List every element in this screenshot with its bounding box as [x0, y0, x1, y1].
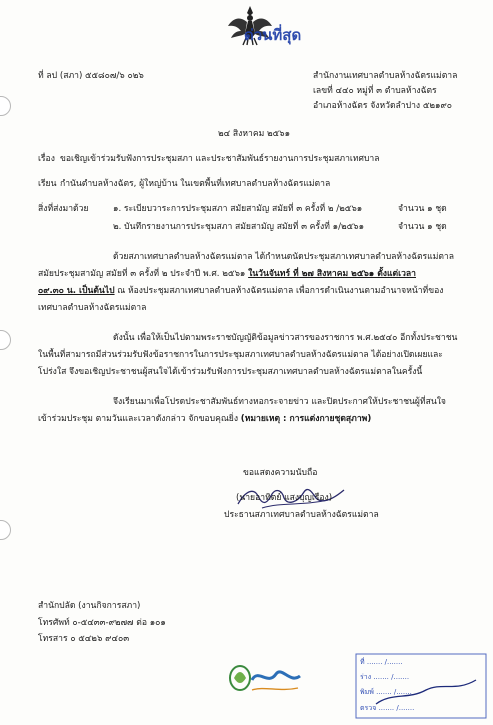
body-paragraph-1: ด้วยสภาเทศบาลตำบลห้างฉัตรแม่ตาล ได้กำหนดนัดประชุมสภาเทศบาลตำบลห้างฉัตรแม่ตาล	[113, 252, 455, 262]
recipient-label: เรียน	[38, 179, 57, 189]
body-paragraph-3-line	[38, 414, 371, 425]
body-paragraph-2-line: โปร่งใส จึงขอเชิญประชาชนผู้สนใจได้เข้าร่วมรับฟังการประชุมสภาเทศบาลตำบลห้างฉัตรแม่ตาลในครั้งนี้	[38, 367, 423, 377]
dress-code-note: (หมายเหตุ : การแต่งกายชุดสุภาพ)	[240, 414, 372, 424]
stamp-line: ตรวจ ....... /.......	[360, 704, 415, 712]
enclosure-item: ๑. ระเบียบวาระการประชุมสภา สมัยสามัญ สมัยที่ ๓ ครั้งที่ ๒ /๒๕๖๑	[113, 204, 363, 214]
body-paragraph-2-line: ในพื้นที่สามารถมีส่วนร่วมรับฟังข้อราชการในการประชุมสภาเทศบาลตำบลห้างฉัตรแม่ตาล ได้อย่างเปิดเผยและ	[38, 350, 443, 360]
footer-phone: โทรศัพท์ ๐-๕๔๓๓-๙๒๗๗ ต่อ ๑๐๑	[38, 618, 166, 628]
recipient-text: กำนันตำบลห้างฉัตร, ผู้ใหญ่บ้าน ในเขตพื้นที่เทศบาลตำบลห้างฉัตรแม่ตาล	[60, 179, 331, 189]
lampang-tourism-logo	[224, 658, 304, 698]
signer-name: (นายอาทิตย์ แสงบุญเรือง)	[236, 493, 333, 503]
subject-label: เรื่อง	[38, 154, 55, 164]
enclosure-qty: จำนวน ๑ ชุด	[398, 222, 447, 232]
body-paragraph-1-line	[38, 269, 416, 280]
stamp-line: ที่ ....... /.......	[360, 658, 403, 666]
office-address-district: อำเภอห้างฉัตร จังหวัดลำปาง ๕๒๑๙๐	[313, 101, 452, 111]
meeting-date-emphasis: ในวันจันทร์ ที่ ๒๗ สิงหาคม ๒๕๖๑ ตั้งแต่เวลา	[248, 269, 416, 279]
body-paragraph-1-line	[38, 286, 443, 297]
enclosures-label: สิ่งที่ส่งมาด้วย	[38, 204, 89, 214]
hole-punch	[0, 96, 11, 116]
meeting-venue: ณ ห้องประชุมสภาเทศบาลตำบลห้างฉัตรแม่ตาล เพื่อการดำเนินงานตามอำนาจหน้าที่ของ	[117, 286, 444, 296]
footer-fax: โทรสาร ๐ ๕๔๒๖ ๙๔๐๓	[38, 634, 130, 644]
office-name: สำนักงานเทศบาลตำบลห้างฉัตรแม่ตาล	[313, 71, 458, 81]
signer-title: ประธานสภาเทศบาลตำบลห้างฉัตรแม่ตาล	[224, 510, 379, 520]
urgent-overlay-title: ด่วนที่สุด	[244, 26, 302, 44]
letter-date: ๒๔ สิงหาคม ๒๕๖๑	[218, 129, 291, 139]
stamp-line: ร่าง ....... /.......	[360, 673, 410, 681]
meeting-session: สมัยประชุมสามัญ สมัยที่ ๓ ครั้งที่ ๒ ประจำปี พ.ศ. ๒๕๖๑	[38, 269, 246, 279]
enclosure-item: ๒. บันทึกรายงานการประชุมสภา สมัยสามัญ สมัยที่ ๓ ครั้งที่ ๑/๒๕๖๑	[113, 222, 365, 232]
body-paragraph-2: ดังนั้น เพื่อให้เป็นไปตามพระราชบัญญัติข้อมูลข่าวสารของราชการ พ.ศ.๒๕๔๐ อีกทั้งประชาชน	[113, 333, 458, 343]
subject-text: ขอเชิญเข้าร่วมรับฟังการประชุมสภา และประชาสัมพันธ์รายงานการประชุมสภาเทศบาล	[60, 154, 380, 164]
hole-punch	[0, 520, 11, 540]
hole-punch	[0, 330, 11, 350]
stamp-line: พิมพ์ ....... /.......	[360, 688, 412, 696]
meeting-time-emphasis: ๐๙.๓๐ น. เป็นต้นไป	[38, 286, 115, 296]
footer-department: สำนักปลัด (งานกิจการสภา)	[38, 601, 141, 611]
enclosure-qty: จำนวน ๑ ชุด	[398, 204, 447, 214]
body-paragraph-1-line: เทศบาลตำบลห้างฉัตรแม่ตาล	[38, 303, 147, 313]
document-number: ที่ ลป (สภา) ๕๕๘๐๗/๖ ๐๒๖	[38, 71, 144, 81]
request-text: เข้าร่วมประชุม ตามวันและเวลาดังกล่าว จักขอบคุณยิ่ง	[38, 414, 239, 424]
office-address: เลขที่ ๔๔๐ หมู่ที่ ๓ ตำบลห้างฉัตร	[313, 86, 437, 96]
body-paragraph-3: จึงเรียนมาเพื่อโปรดประชาสัมพันธ์ทางหอกระจายข่าว และปิดประกาศให้ประชาชนผู้ที่สนใจ	[113, 397, 446, 407]
receipt-stamp	[352, 652, 490, 720]
closing-phrase: ขอแสดงความนับถือ	[243, 468, 318, 478]
